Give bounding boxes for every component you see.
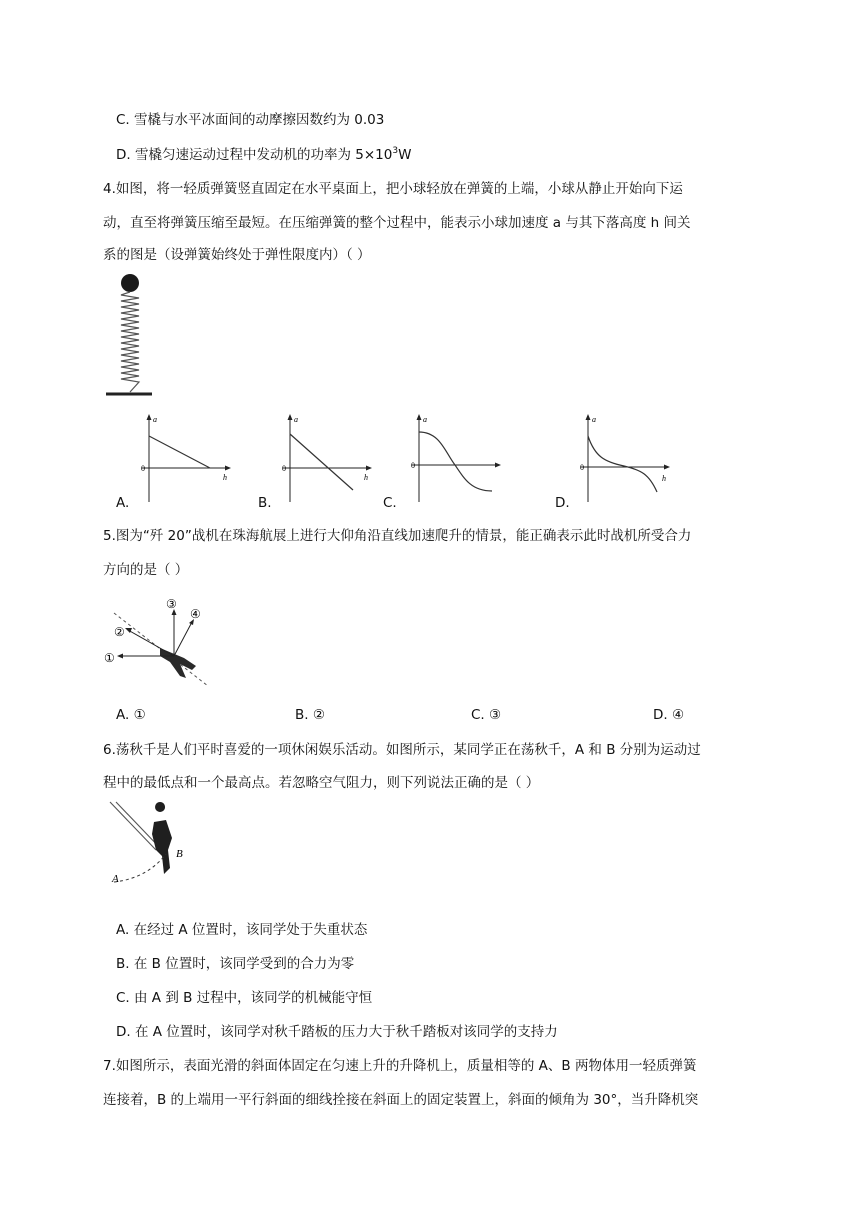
q6-stem-line-1: 6.荡秋千是人们平时喜爱的一项休闲娱乐活动。如图所示，某同学正在荡秋千，A 和 B 分别为运动过 [103,742,701,758]
q6-stem-line-2: 程中的最低点和一个最高点。若忽略空气阻力，则下列说法正确的是（ ） [103,775,540,791]
swinger-icon [152,802,172,874]
q5-option-d: D. ④ [653,707,685,723]
q6-option-c: C. 由 A 到 B 过程中，该同学的机械能守恒 [116,990,373,1006]
graph-b-axis-a: a [294,415,298,424]
graph-b-origin: 0 [282,464,286,473]
jet-icon [160,648,196,678]
q7-stem-line-1: 7.如图所示，表面光滑的斜面体固定在匀速上升的升降机上，质量相等的 A、B 两物体用一轻质弹簧 [103,1058,697,1074]
q3-option-c: C. 雪橇与水平冰面间的动摩擦因数约为 0.03 [116,112,385,128]
q4-option-b: B. [258,495,272,511]
graph-a-origin: 0 [141,464,145,473]
graph-d-axis-h: h [662,474,666,483]
graph-a-axis-h: h [223,473,227,482]
jet-force-figure [100,598,212,690]
q3-option-d [116,145,411,165]
q4-stem-line-3: 系的图是（设弹簧始终处于弹性限度内）（ ） [103,247,371,263]
q3-option-d-unit: W [398,147,412,163]
spring-ball-figure [100,270,160,400]
fig-label-3: ③ [166,598,177,611]
graph-d-axis-a: a [592,415,596,424]
q4-option-d: D. [555,495,570,511]
swing-figure [108,800,200,886]
q3-option-d-text: D. 雪橇匀速运动过程中发动机的功率为 5×10 [116,147,393,163]
fig-label-2: ② [114,625,125,639]
q4-stem-line-2: 动，直至将弹簧压缩至最短。在压缩弹簧的整个过程中，能表示小球加速度 a 与其下落高度 h 间关 [103,215,691,231]
q6-option-d: D. 在 A 位置时，该同学对秋千踏板的压力大于秋千踏板对该同学的支持力 [116,1024,558,1040]
q6-option-b: B. 在 B 位置时，该同学受到的合力为零 [116,956,355,972]
graph-b [281,412,376,504]
q7-stem-line-2: 连接着，B 的上端用一平行斜面的细线拴接在斜面上的固定装置上，斜面的倾角为 30°，当升降机突 [103,1092,699,1108]
q5-stem-line-1: 5.图为“歼 20”战机在珠海航展上进行大仰角沿直线加速爬升的情景，能正确表示此时战机所受合力 [103,528,692,544]
graph-c-origin: 0 [411,461,415,470]
graph-d-origin: 0 [580,463,584,472]
graph-a-axis-a: a [153,415,157,424]
ball-icon [121,274,139,292]
swing-label-a: A [112,873,119,885]
swing-rope-1 [110,802,156,850]
graph-c-axis-a: a [423,415,427,424]
q4-stem-line-1: 4.如图，将一轻质弹簧竖直固定在水平桌面上，把小球轻放在弹簧的上端，小球从静止开始向下运 [103,181,683,197]
q5-option-a: A. ① [116,707,146,723]
graph-c [410,412,505,504]
graph-a [140,412,235,504]
q3-option-d-exponent: 3 [392,146,399,156]
spring-icon [121,292,139,392]
q5-option-b: B. ② [295,707,325,723]
q5-option-c: C. ③ [471,707,502,723]
swing-arc [114,854,166,882]
q5-stem-line-2: 方向的是（ ） [103,562,189,578]
swing-label-b: B [176,848,183,860]
fig-label-4: ④ [190,607,201,621]
q4-option-c: C. [383,495,397,511]
q4-option-a: A. [116,495,130,511]
fig-label-1: ① [104,651,115,665]
graph-d [579,412,674,504]
graph-b-axis-h: h [364,473,368,482]
q6-option-a: A. 在经过 A 位置时，该同学处于失重状态 [116,922,368,938]
